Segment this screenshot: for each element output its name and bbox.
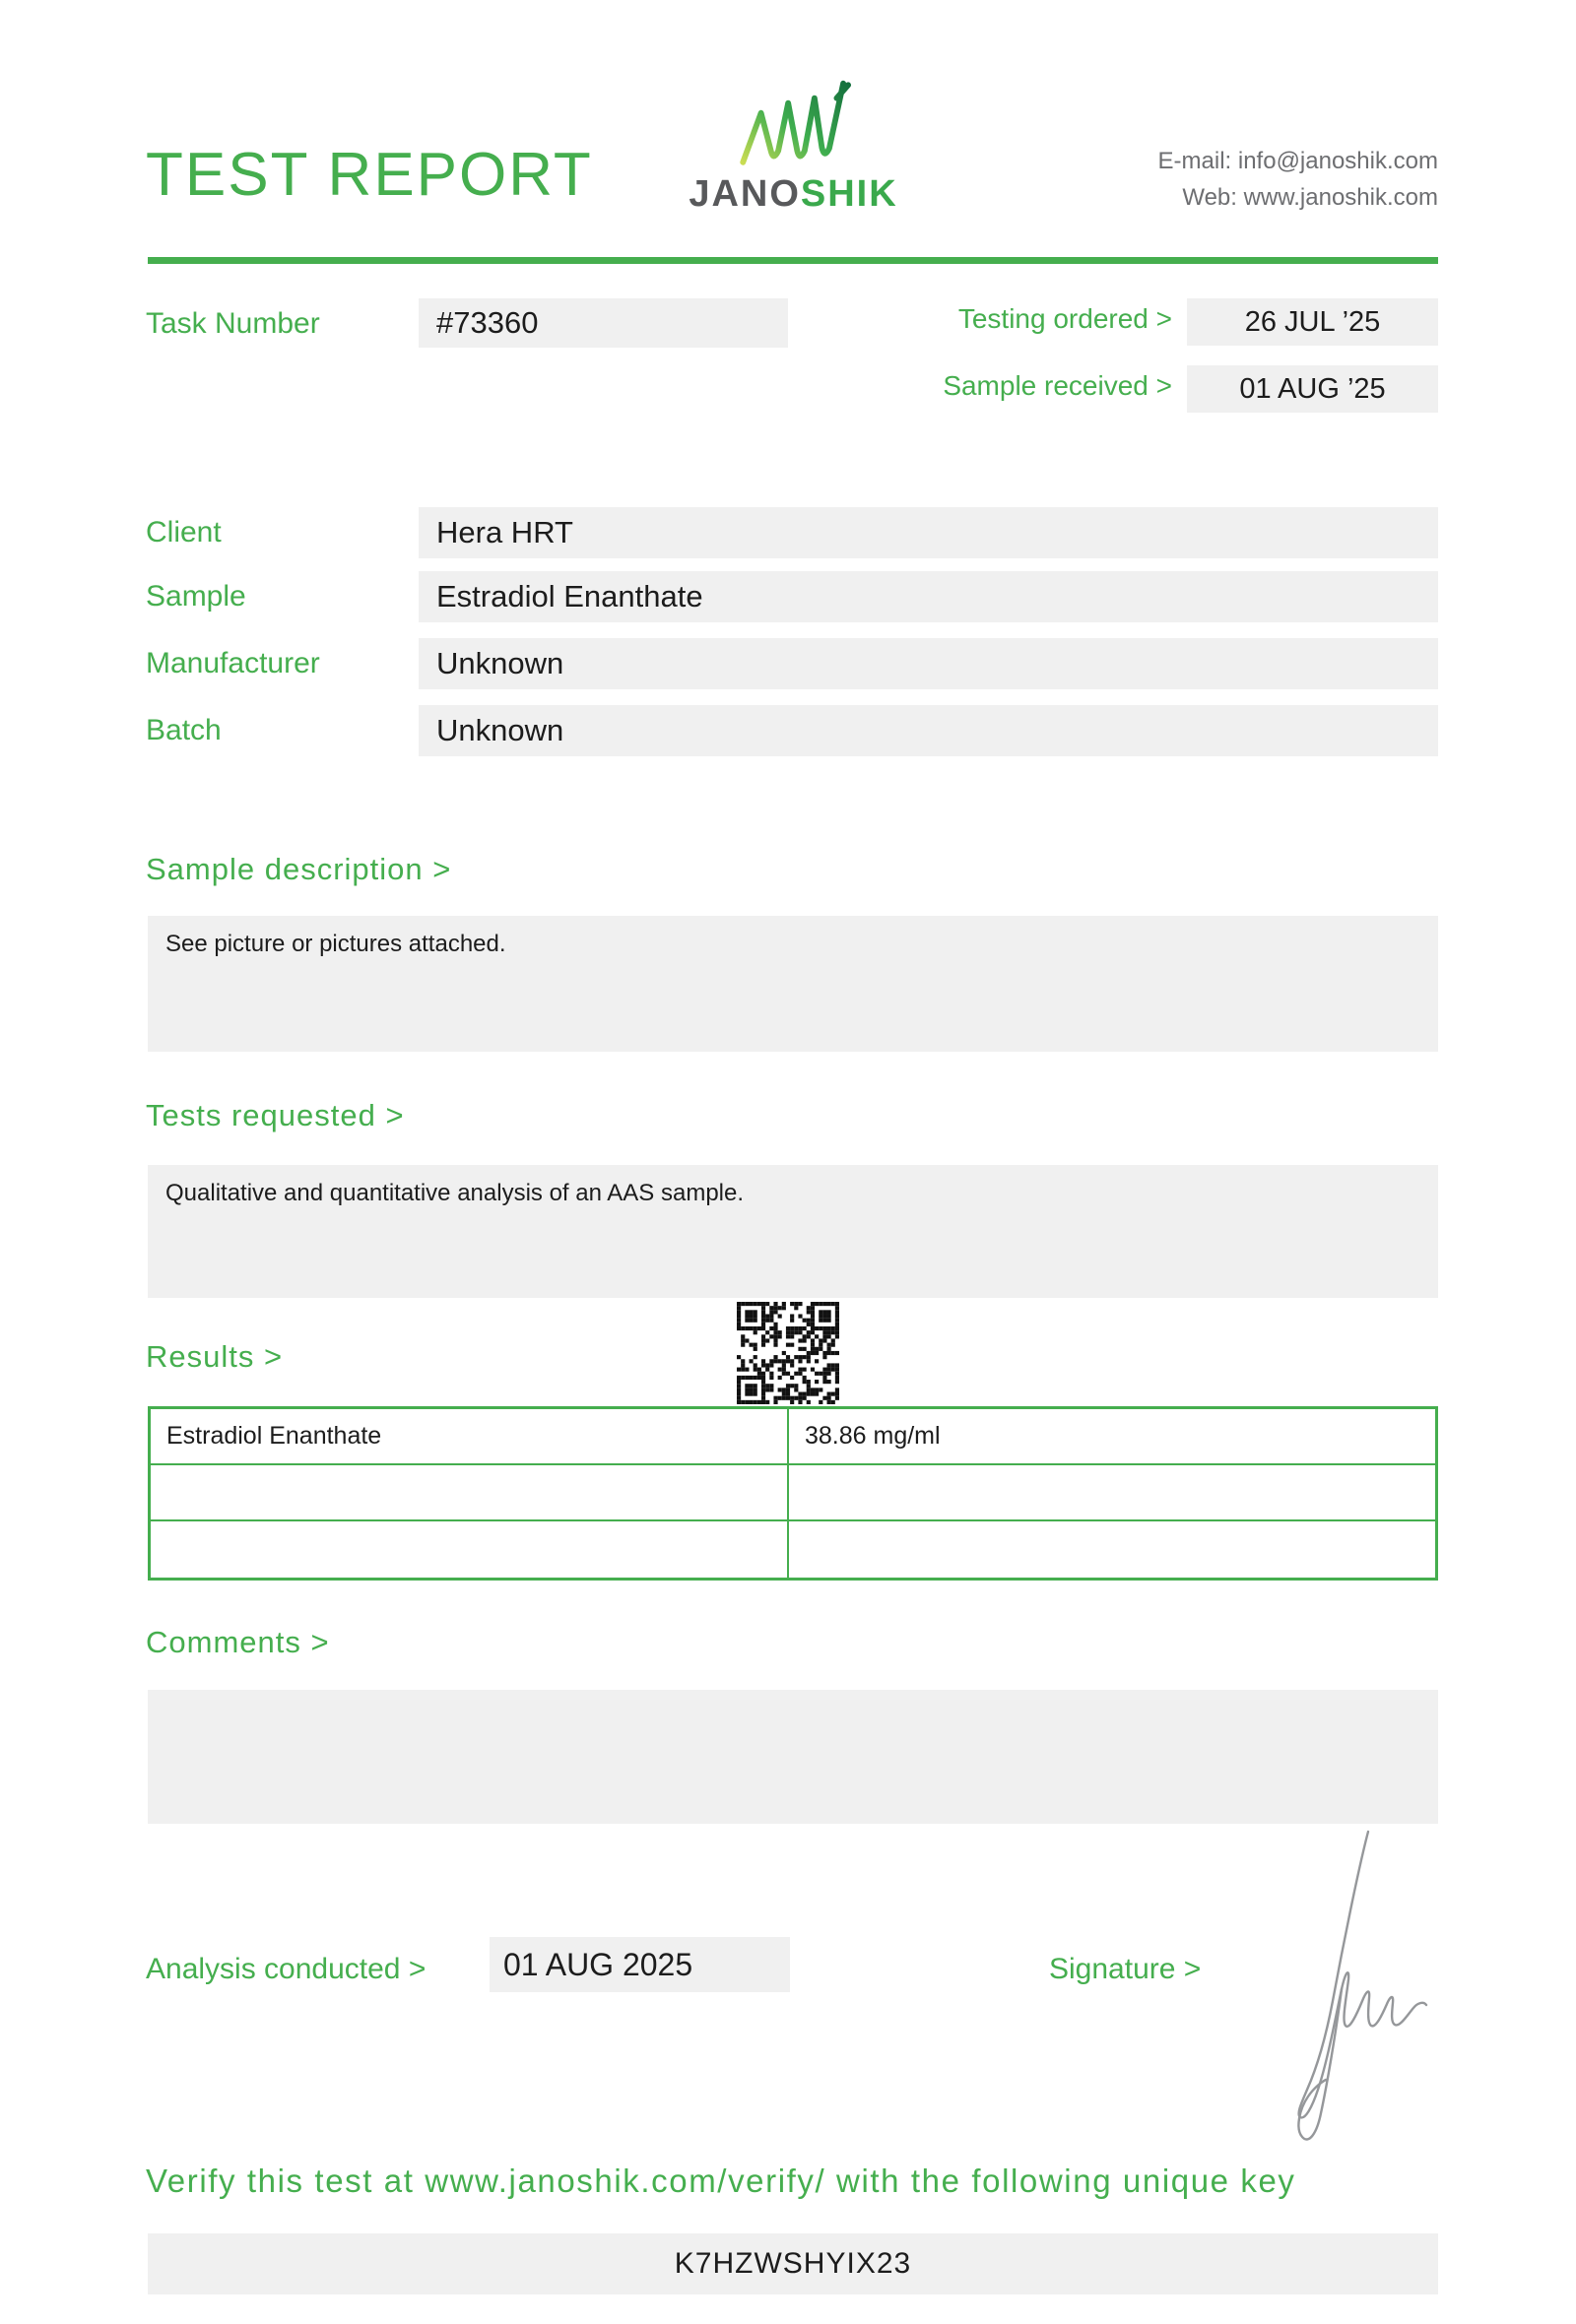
comments-box — [148, 1690, 1438, 1824]
comments-heading: Comments > — [146, 1625, 330, 1659]
logo-text-gray: JANO — [689, 173, 801, 215]
tests-requested-box: Qualitative and quantitative analysis of an AAS sample. — [148, 1165, 1438, 1298]
sample-received-value: 01 AUG ’25 — [1187, 365, 1438, 413]
batch-value: Unknown — [419, 705, 1438, 756]
janoshik-logo — [678, 77, 909, 216]
logo-wordmark — [678, 173, 909, 216]
manufacturer-label: Manufacturer — [146, 647, 320, 679]
sample-received-label: Sample received > — [943, 370, 1172, 401]
unique-key: K7HZWSHYIX23 — [148, 2233, 1438, 2294]
result-row-empty — [151, 1521, 789, 1578]
client-value: Hera HRT — [419, 507, 1438, 558]
result-value: 38.86 mg/ml — [789, 1409, 1435, 1465]
task-number-label: Task Number — [146, 307, 320, 340]
manufacturer-value: Unknown — [419, 638, 1438, 689]
testing-ordered-value: 26 JUL ’25 — [1187, 298, 1438, 346]
result-analyte: Estradiol Enanthate — [151, 1409, 789, 1465]
results-heading: Results > — [146, 1339, 284, 1374]
analysis-conducted-value: 01 AUG 2025 — [490, 1937, 790, 1992]
page-title: TEST REPORT — [146, 141, 593, 209]
contact-web: Web: www.janoshik.com — [1182, 184, 1438, 211]
logo-text-green: SHIK — [800, 173, 898, 215]
batch-label: Batch — [146, 714, 222, 746]
rising-chart-logo-icon — [736, 77, 852, 171]
verify-instruction: Verify this test at www.janoshik.com/verify/ with the following unique key — [146, 2163, 1296, 2199]
client-label: Client — [146, 516, 222, 549]
tests-requested-heading: Tests requested > — [146, 1098, 405, 1132]
results-table — [148, 1406, 1438, 1581]
sample-description-heading: Sample description > — [146, 852, 452, 886]
header-divider — [148, 257, 1438, 264]
result-row-empty — [789, 1465, 1435, 1521]
task-number-value: #73360 — [419, 298, 788, 348]
qr-code — [737, 1302, 839, 1404]
testing-ordered-label: Testing ordered > — [957, 303, 1172, 334]
contact-email: E-mail: info@janoshik.com — [1157, 148, 1438, 174]
sample-description-box: See picture or pictures attached. — [148, 916, 1438, 1052]
result-row-empty — [789, 1521, 1435, 1578]
contact-info — [1158, 143, 1438, 216]
result-row-empty — [151, 1465, 789, 1521]
signature-image — [1266, 1824, 1433, 2149]
sample-value: Estradiol Enanthate — [419, 571, 1438, 622]
sample-label: Sample — [146, 580, 246, 613]
signature-label: Signature > — [1049, 1953, 1202, 1985]
analysis-conducted-label: Analysis conducted > — [146, 1953, 427, 1985]
